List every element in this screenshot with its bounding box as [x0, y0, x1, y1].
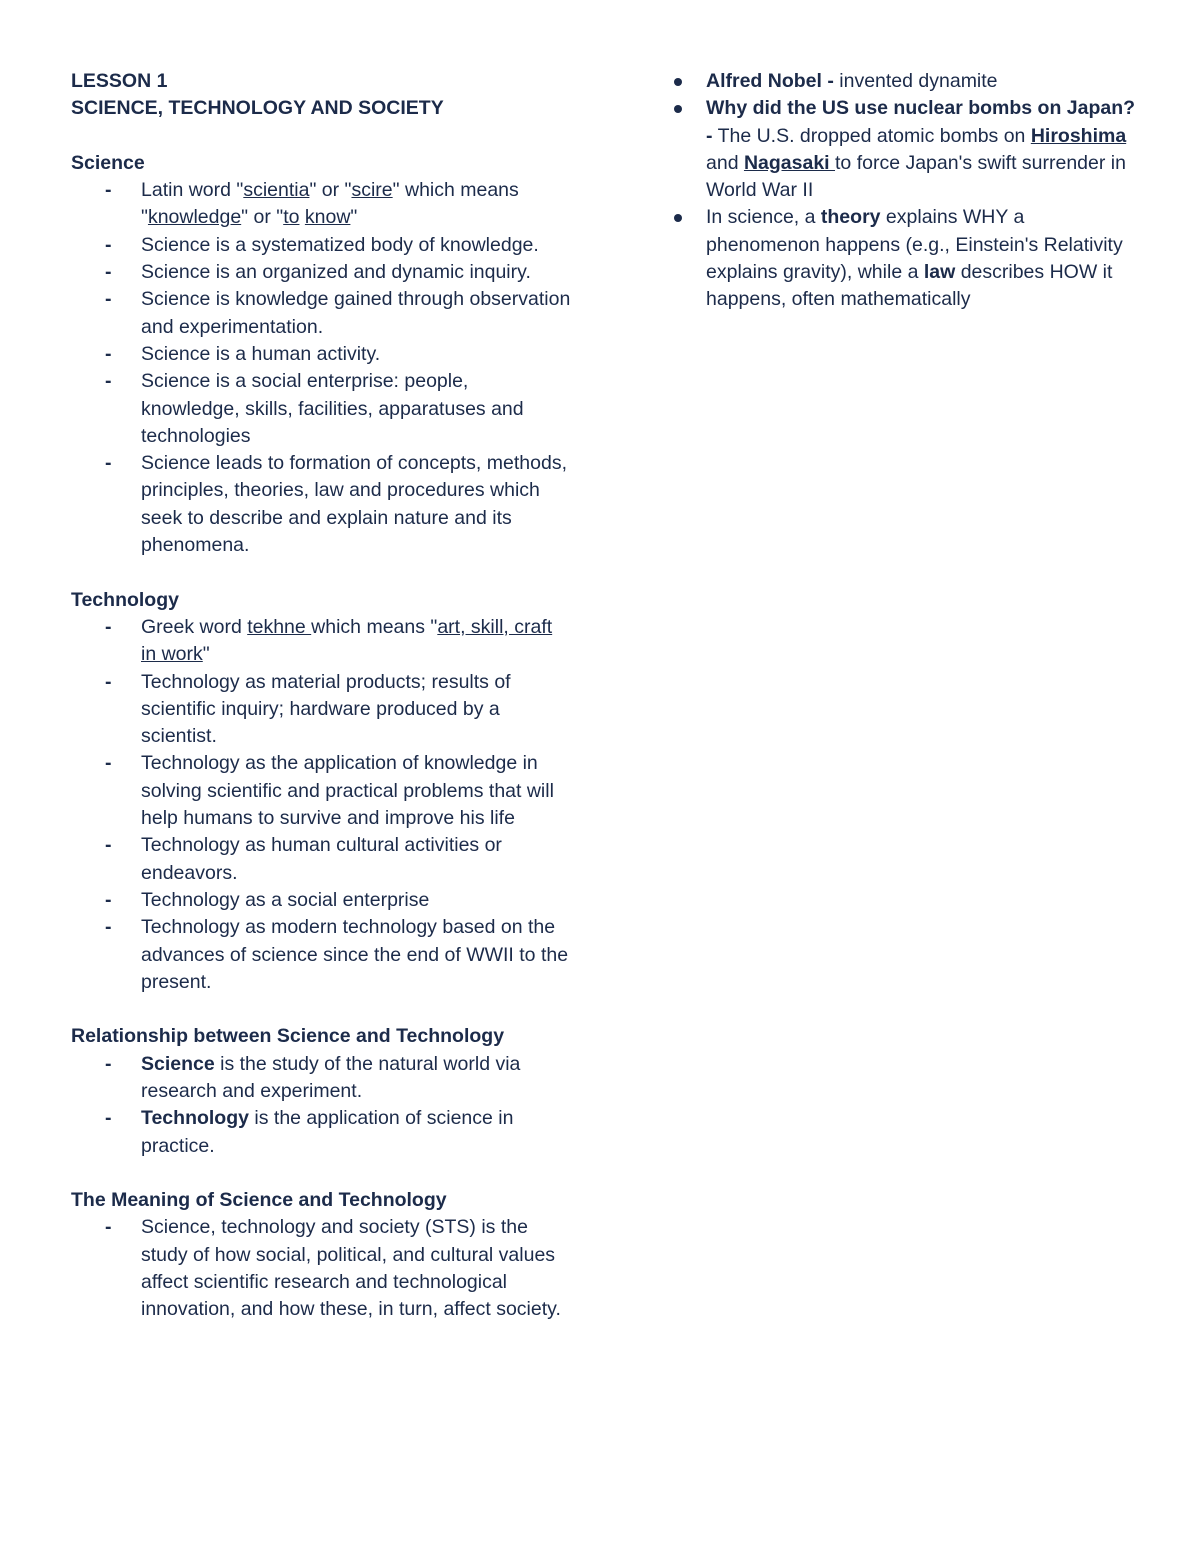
- term-know: know: [304, 206, 351, 229]
- list-item: - Science leads to formation of concepts, methods, principles, theories, law and procedures which seek to describe and explain nature and its phenomena.: [71, 450, 571, 559]
- list-item: - Technology as human cultural activities or endeavors.: [71, 832, 571, 887]
- list-item: - Science is a human activity.: [71, 341, 571, 368]
- text: explains WHY a phenomenon happens (e.g., Einstein's Relativity explains gravity), while a: [706, 206, 1123, 284]
- list-item: - Technology as modern technology based on the advances of science since the end of WWII to the present.: [71, 914, 571, 996]
- lesson-title: SCIENCE, TECHNOLOGY AND SOCIETY: [71, 97, 444, 120]
- text: ": [350, 206, 358, 229]
- meaning-list: [71, 1214, 571, 1323]
- list-item: - Technology as a social enterprise: [71, 887, 571, 914]
- left-column: [71, 68, 571, 1324]
- list-item: - Technology as the application of knowledge in solving scientific and practical problems that will help humans to survive and improve his life: [71, 750, 571, 832]
- science-list: [71, 177, 571, 559]
- term-nagasaki: Nagasaki: [743, 151, 836, 174]
- text: In science, a: [706, 206, 821, 229]
- right-column: [672, 68, 1142, 314]
- meaning-heading: The Meaning of Science and Technology: [71, 1189, 447, 1212]
- term-law: law: [923, 261, 956, 284]
- list-item: - Science, technology and society (STS) is the study of how social, political, and cultural values affect scientific research and technological innovation, and how these, in turn, affect society.: [71, 1214, 571, 1323]
- text: invented dynamite: [833, 70, 998, 92]
- term-theory: theory: [820, 206, 881, 229]
- term-science: Science: [141, 1052, 215, 1075]
- lesson-number: LESSON 1: [71, 70, 168, 92]
- term-tekhne: tekhne: [247, 615, 312, 638]
- note-japan: [672, 95, 1142, 204]
- text: to force Japan's swift surrender in World War II: [706, 151, 1126, 202]
- technology-heading: Technology: [71, 588, 179, 611]
- science-etymology: [71, 177, 571, 232]
- text: describes HOW it happens, often mathematically: [706, 261, 1113, 311]
- text: The U.S. dropped atomic bombs on: [712, 124, 1031, 147]
- term-art-skill-craft: art, skill, craft in work: [141, 615, 553, 666]
- text: is the study of the natural world via research and experiment.: [141, 1052, 521, 1102]
- note-nobel: [672, 68, 1142, 95]
- list-item: - Technology as material products; results of scientific inquiry; hardware produced by a scientist.: [71, 669, 571, 751]
- relationship-list: [71, 1051, 571, 1160]
- text: " or ": [241, 206, 284, 229]
- term-to: to: [283, 206, 300, 229]
- term-hiroshima: Hiroshima: [1030, 124, 1127, 147]
- text: Latin word ": [141, 179, 244, 202]
- bullet-icon: [674, 105, 682, 113]
- note-question: Why did the US use nuclear bombs on Japan? -: [706, 97, 1136, 147]
- list-item: - Science is an organized and dynamic inquiry.: [71, 259, 571, 286]
- text: Greek word: [141, 615, 248, 638]
- bullet-icon: [674, 214, 682, 222]
- term-knowledge: knowledge: [147, 206, 242, 229]
- term-scientia: scientia: [243, 179, 310, 202]
- relationship-heading: Relationship between Science and Technology: [71, 1025, 505, 1048]
- list-item: - Science is a systematized body of knowledge.: [71, 232, 571, 259]
- list-item: [71, 1105, 571, 1160]
- list-item: - Science is knowledge gained through observation and experimentation.: [71, 286, 571, 341]
- text: is the application of science in practice.: [141, 1107, 514, 1157]
- term-technology: Technology: [141, 1107, 249, 1130]
- list-item: [71, 1051, 571, 1106]
- text: " or ": [309, 179, 352, 202]
- bullet-icon: [674, 78, 682, 86]
- term-scire: scire: [351, 179, 393, 202]
- list-item: - Science is a social enterprise: people, knowledge, skills, facilities, apparatuses and technologies: [71, 368, 571, 450]
- note-theory-law: [672, 204, 1142, 313]
- text: " which means ": [141, 179, 519, 229]
- text: which means ": [311, 615, 438, 638]
- technology-list: [71, 614, 571, 996]
- term-alfred-nobel: Alfred Nobel -: [706, 70, 834, 92]
- text: and: [706, 151, 744, 174]
- text: ": [202, 643, 210, 666]
- science-heading: Science: [71, 151, 145, 174]
- technology-etymology: [71, 614, 571, 669]
- notes-list: [672, 68, 1142, 314]
